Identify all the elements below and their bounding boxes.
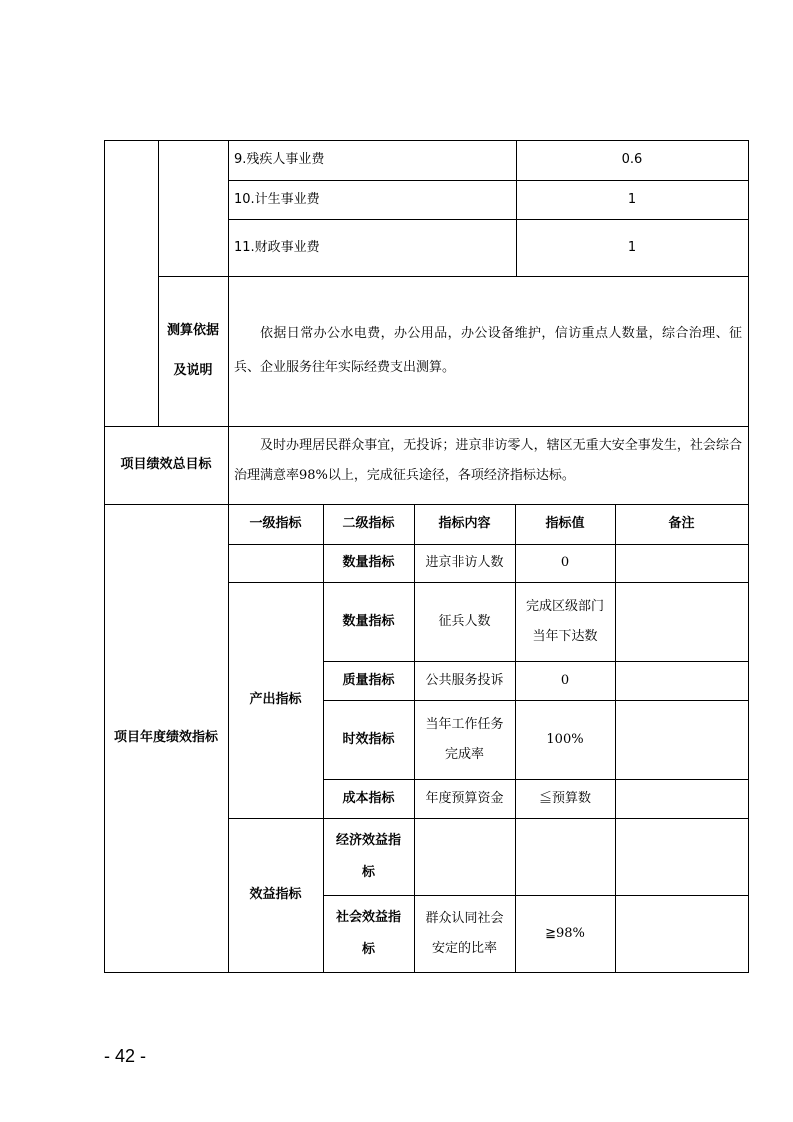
- page-number: - 42 -: [104, 1046, 147, 1066]
- basis-label: [158, 276, 228, 426]
- content-line-2: 安定的比率: [431, 940, 497, 956]
- header-remark: 备注: [668, 516, 695, 531]
- header-level2: 二级指标: [342, 516, 395, 531]
- value-cell: ≦预算数: [538, 790, 591, 806]
- level2-cell: 数量指标: [342, 613, 395, 629]
- basis-text: 依据日常办公水电费，办公用品，办公设备维护，信访重点人数量，综合治理、征兵、企业服务往年实际经费支出测算。: [234, 326, 742, 375]
- basis-label-line-1: 测算依据: [166, 323, 219, 338]
- overall-goal-label: 项目绩效总目标: [120, 457, 212, 472]
- value-cell: ≧98%: [545, 925, 585, 941]
- content-cell: 公共服务投诉: [425, 672, 504, 688]
- annual-indicators-label: 项目年度绩效指标: [113, 730, 218, 745]
- table-border-bottom: [104, 972, 749, 973]
- expense-value: 0.6: [621, 152, 643, 167]
- header-level1: 一级指标: [249, 516, 302, 531]
- content-cell: [414, 895, 515, 972]
- divider: [615, 504, 616, 973]
- value-cell: 100%: [546, 731, 584, 747]
- value-cell: [515, 582, 615, 661]
- expense-value: 1: [627, 239, 637, 255]
- level2-line-1: 经济效益指: [335, 832, 401, 848]
- divider: [158, 276, 749, 277]
- output-group-label: 产出指标: [249, 692, 302, 707]
- level2-line-2: 标: [361, 864, 375, 880]
- level2-cell: 数量指标: [342, 555, 395, 570]
- level2-line-2: 标: [361, 941, 375, 957]
- basis-label-line-2: 及说明: [173, 363, 213, 378]
- expense-value: 1: [627, 191, 637, 207]
- header-content: 指标内容: [438, 516, 491, 531]
- level2-cell: [323, 818, 414, 895]
- level2-cell: 时效指标: [342, 731, 395, 747]
- overall-goal-text: 及时办理居民群众事宜，无投诉；进京非访零人，辖区无重大安全事发生，社会综合治理满意率98%以上，完成征兵途径，各项经济指标达标。: [234, 438, 742, 483]
- content-cell: 征兵人数: [438, 613, 491, 629]
- content-line-1: 群众认同社会: [425, 910, 504, 926]
- content-line-2: 完成率: [444, 746, 484, 762]
- expense-item: 10.计生事业费: [234, 191, 320, 207]
- content-line-1: 当年工作任务: [425, 716, 504, 732]
- table-border-right: [748, 140, 749, 973]
- expense-item: 11.财政事业费: [234, 239, 320, 255]
- value-cell: 0: [560, 672, 570, 688]
- content-cell: 年度预算资金: [425, 790, 504, 806]
- level2-cell: [323, 895, 414, 972]
- level2-cell: 成本指标: [342, 790, 395, 806]
- level2-line-1: 社会效益指: [335, 909, 401, 925]
- header-value: 指标值: [545, 516, 585, 531]
- value-line-1: 完成区级部门: [525, 598, 604, 614]
- expense-item: 9.残疾人事业费: [234, 152, 325, 167]
- value-cell: 0: [560, 555, 570, 570]
- content-cell: 进京非访人数: [425, 555, 504, 570]
- value-line-2: 当年下达数: [532, 628, 598, 644]
- content-cell: [414, 700, 515, 779]
- benefit-group-label: 效益指标: [249, 887, 302, 902]
- level2-cell: 质量指标: [342, 672, 395, 688]
